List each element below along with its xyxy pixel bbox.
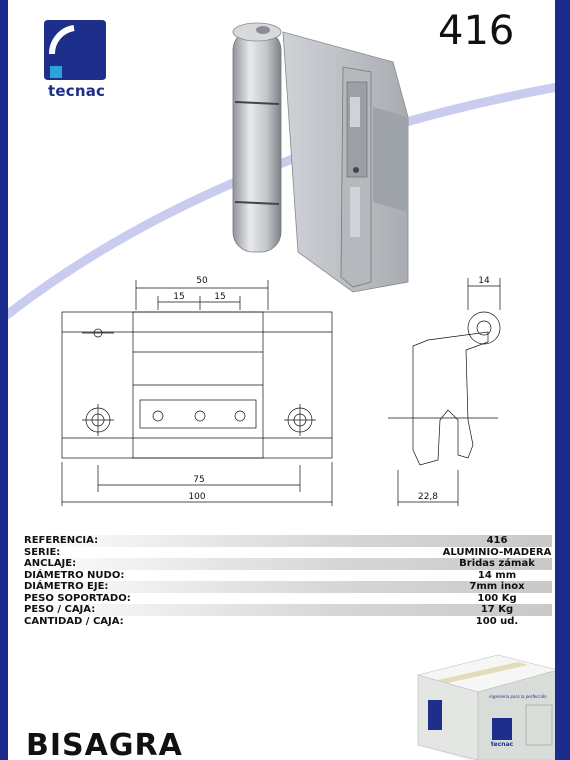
box-logo-text: tecnac: [490, 741, 514, 748]
spec-label: DIÁMETRO NUDO:: [24, 569, 125, 581]
dim-depth: 22,8: [417, 492, 439, 502]
spec-row-anclaje: [22, 558, 552, 570]
spec-row-serie: [22, 547, 552, 559]
technical-drawing: [48, 270, 528, 520]
box-tagline: ingeniería para la perfección: [489, 694, 547, 699]
logo-text: tecnac: [48, 82, 106, 100]
spec-value: ALUMINIO-MADERA: [442, 546, 552, 558]
dim-top-left: 15: [173, 292, 185, 302]
dim-knuckle: 14: [478, 276, 490, 286]
spec-value: 14 mm: [477, 569, 517, 581]
tecnac-logo: [44, 20, 106, 110]
spec-value: 416: [486, 535, 508, 546]
spec-label: PESO SOPORTADO:: [24, 592, 131, 604]
spec-value: 17 Kg: [480, 604, 514, 615]
datasheet-page: [8, 0, 555, 760]
spec-value: 100 ud.: [475, 615, 519, 627]
spec-row-referencia: [22, 535, 552, 547]
spec-label: REFERENCIA:: [24, 535, 99, 546]
dim-holes: 75: [193, 475, 205, 485]
spec-label: CANTIDAD / CAJA:: [24, 615, 124, 627]
spec-row-diametro-nudo: [22, 570, 552, 582]
specifications-table: [22, 535, 552, 627]
spec-row-cantidad-caja: [22, 616, 552, 628]
dim-overall: 100: [188, 492, 206, 502]
spec-label: SERIE:: [24, 546, 61, 558]
spec-label: DIÁMETRO EJE:: [24, 581, 109, 592]
tecnac-logo-mark: [44, 20, 106, 80]
spec-label: ANCLAJE:: [24, 558, 77, 569]
dim-top-right: 15: [214, 292, 226, 302]
spec-value: 100 Kg: [477, 592, 517, 604]
spec-row-diametro-eje: [22, 581, 552, 593]
spec-value: Bridas zámak: [459, 558, 535, 569]
spec-value: 7mm inox: [469, 581, 525, 592]
reference-number: 416: [438, 8, 515, 54]
spec-label: PESO / CAJA:: [24, 604, 96, 615]
spec-row-peso-soportado: [22, 593, 552, 605]
packaging-box-image: [408, 650, 555, 760]
product-title: BISAGRA: [26, 728, 183, 760]
hinge-3d-render: [223, 12, 423, 297]
dim-top-total: 50: [196, 276, 208, 286]
spec-row-peso-caja: [22, 604, 552, 616]
